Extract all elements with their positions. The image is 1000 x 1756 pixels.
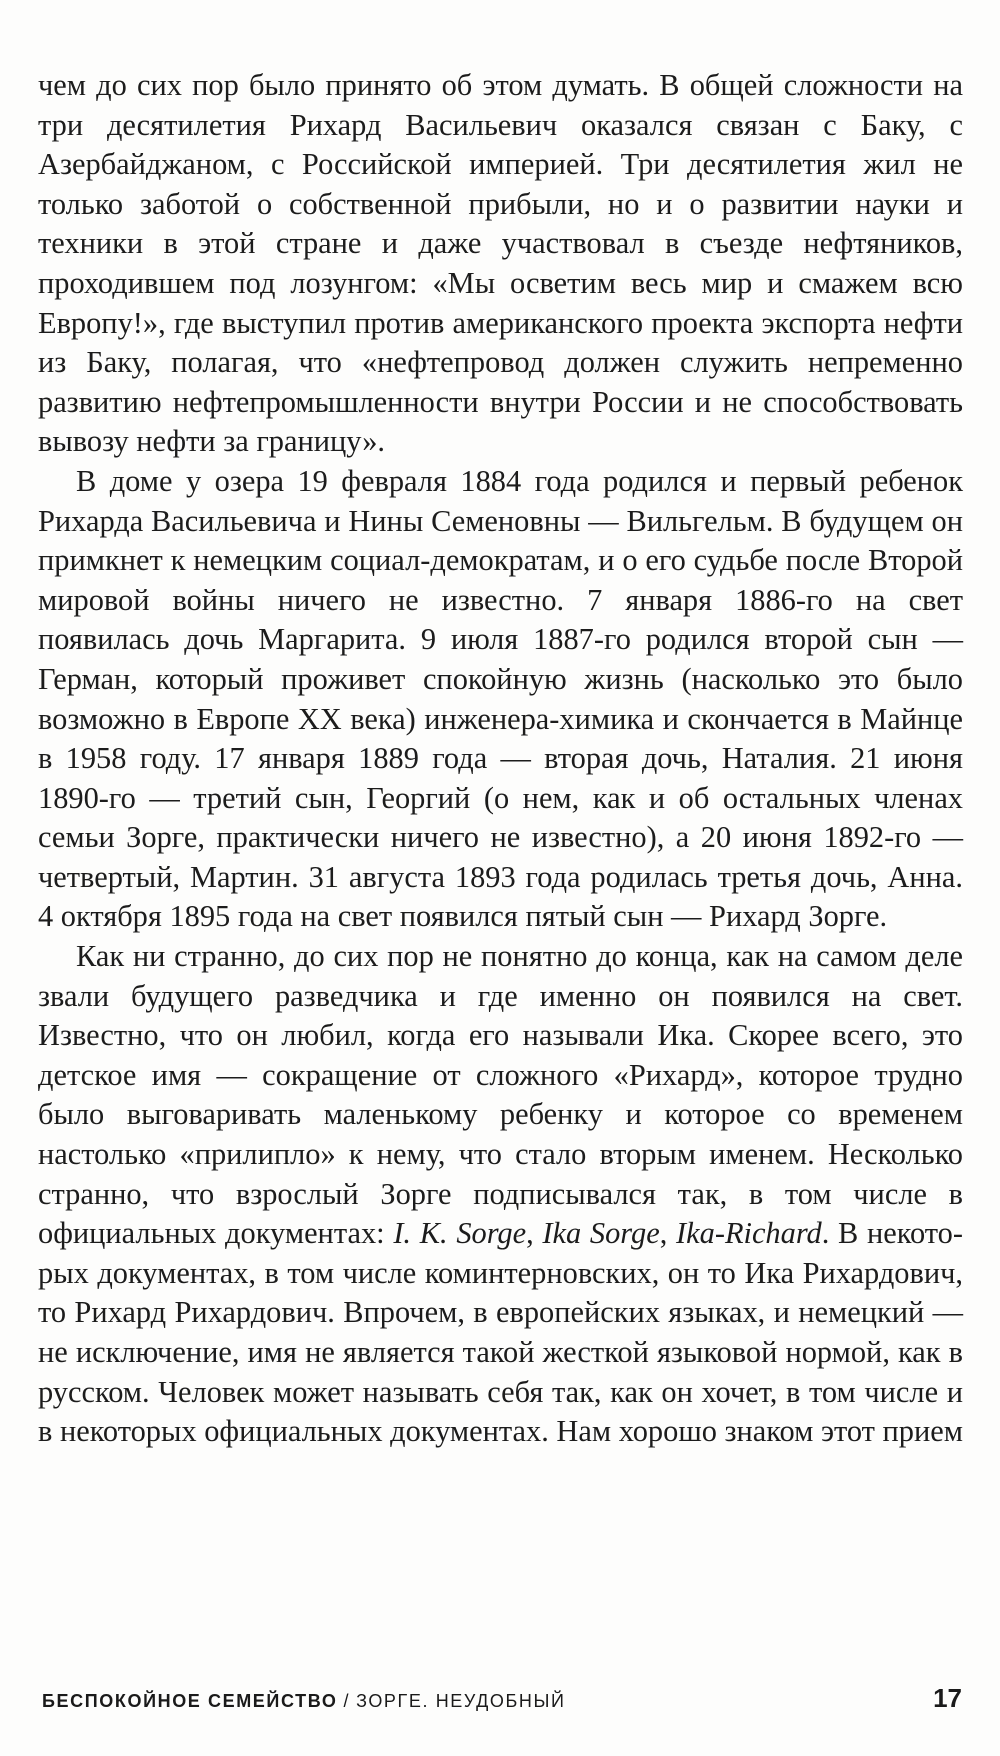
book-title: ЗОРГЕ. НЕУДОБНЫЙ xyxy=(356,1691,566,1711)
page-number: 17 xyxy=(933,1683,962,1713)
italic-name-3: Ika-Richard xyxy=(676,1216,822,1251)
footer-separator: / xyxy=(343,1691,351,1711)
paragraph-1: чем до сих пор было принято об этом думать. В общей сложности на три десятилетия Рихард Васильевич оказался связан с Баку, с Азербайджаном, с Российской империей. Три десятилетия жил не только заботой о собственной прибыли, но и о развитии науки и техники в этой стране и даже участвовал в съезде нефтяников, проходившем под лозунгом: «Мы осветим весь мир и смажем всю Европу!», где выступил против американского проекта экспорта нефти из Баку, полагая, что «нефтепровод должен служить непременно развитию нефтепромышленности внутри России и не способствовать вывозу нефти за границу». xyxy=(38,68,963,459)
italic-name-2: Ika Sorge xyxy=(542,1216,660,1251)
paragraph-3-start: Как ни странно, до сих пор не понятно до конца, как на самом деле звали будущего разведчика и где именно он появился на свет. Известно, что он любил, когда его называли Ика. Скорее всего, это детское имя — сокращение от сложного «Рихард», которое трудно было выговаривать маленькому ребенку и которое со временем настолько «прилипло» к нему, что стало вторым именем. Несколько странно, что взрослый Зорге подписывался так, в том числе в официальных документах: xyxy=(38,939,963,1251)
running-footer xyxy=(42,1691,566,1712)
paragraph-3-end: . В некоторых документах, в том числе коминтерновских, он то Ика Рихардович, то Рихард Рихардович. Впрочем, в европейских языках, и немецкий — не исключение, имя не является такой жесткой языковой нормой, как в русском. Человек может называть себя так, как он хочет, в том числе и в некоторых официальных документах. Нам хорошо знаком этот прием xyxy=(38,1216,963,1449)
paragraph-2: В доме у озера 19 февраля 1884 года родился и первый ребенок Рихарда Васильевича и Нины Семеновны — Вильгельм. В будущем он примкнет к немецким социал-демократам, и о его судьбе после Второй мировой войны ничего не известно. 7 января 1886-го на свет появилась дочь Маргарита. 9 июля 1887-го родился второй сын — Герман, который проживет спокойную жизнь (насколько это было возможно в Европе XX века) инженера-химика и скончается в Майнце в 1958 году. 17 января 1889 года — вторая дочь, Наталия. 21 июня 1890-го — третий сын, Георгий (о нем, как и об остальных членах семьи Зорге, практически ничего не известно), а 20 июня 1892-го — четвертый, Мартин. 31 августа 1893 года родилась третья дочь, Анна. 4 октября 1895 года на свет появился пятый сын — Рихард Зорге. xyxy=(38,463,963,934)
comma-2: , xyxy=(659,1216,677,1251)
paragraph-3 xyxy=(38,937,963,1452)
comma-1: , xyxy=(526,1216,543,1251)
italic-name-1: I. K. Sorge xyxy=(393,1216,527,1251)
body-text xyxy=(38,66,963,1452)
section-title: БЕСПОКОЙНОЕ СЕМЕЙСТВО xyxy=(42,1691,338,1711)
page-footer xyxy=(42,1683,962,1719)
